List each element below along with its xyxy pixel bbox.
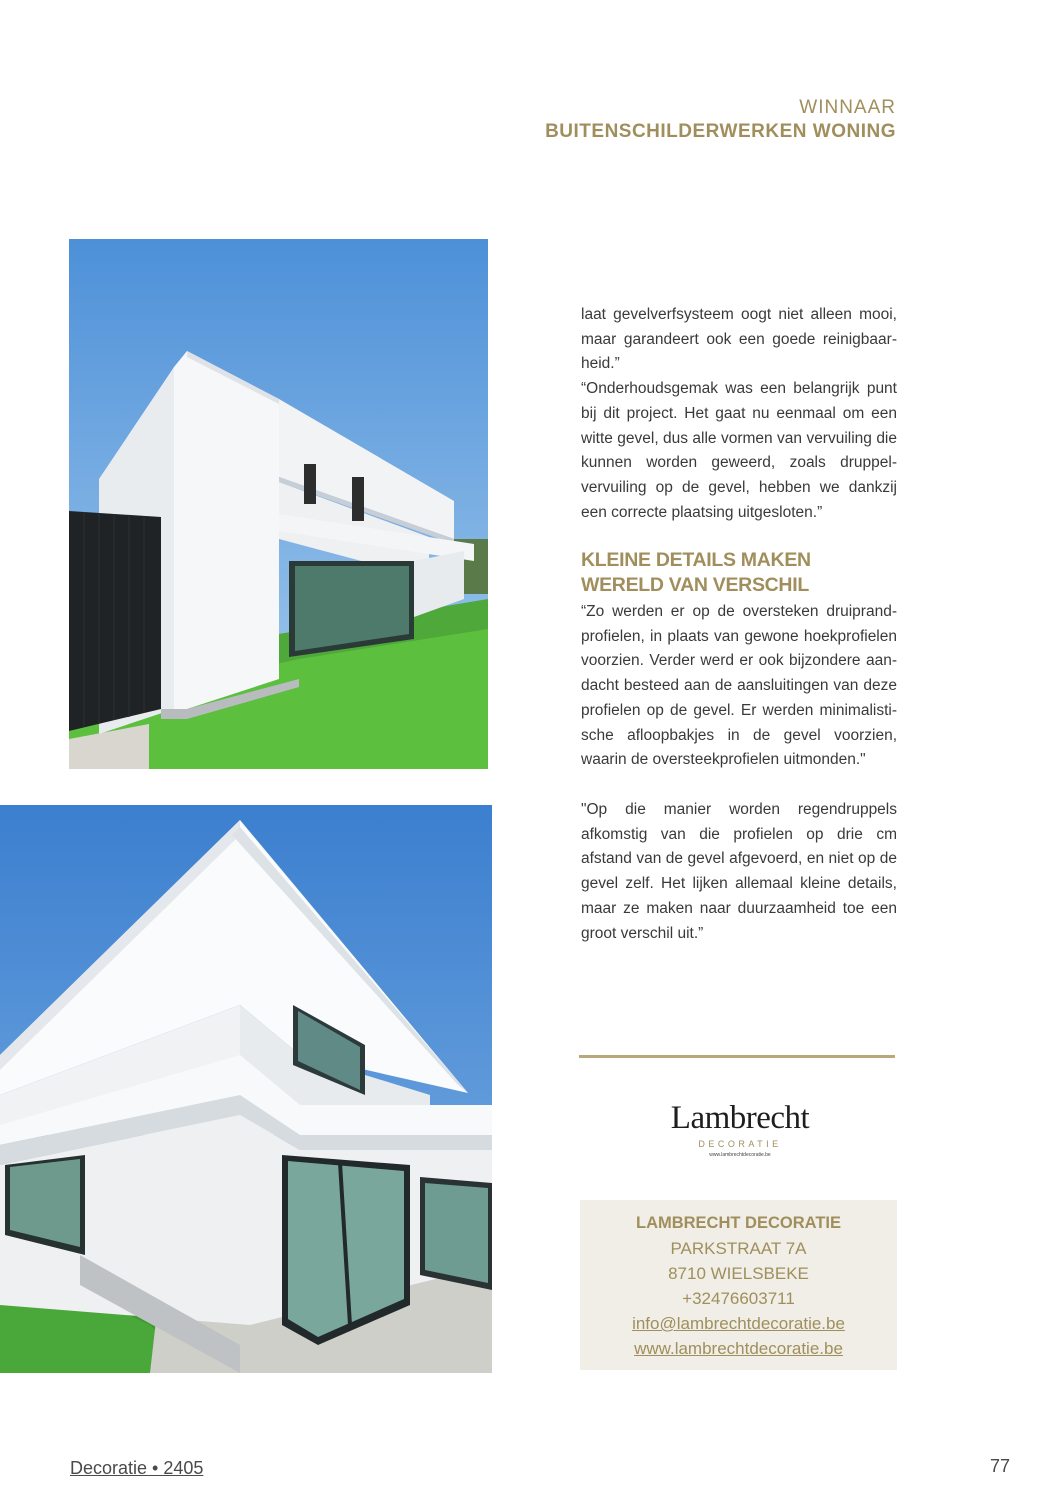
logo-name: Lambrecht: [670, 1100, 810, 1136]
article-section: [581, 600, 897, 773]
article-paragraph: “Zo werden er op de oversteken druiprand-profielen, in plaats van gewone hoekprofielen voorzien. Verder werd er ook bijzondere aan-dacht besteed aan de aansluitingen van deze profielen op de gevel. Er werden minimalisti-sche afloopbakjes in de gevel voorzien, waarin de oversteekprofielen uitmonden.": [581, 603, 897, 769]
page-number: 77: [990, 1456, 1011, 1476]
contact-city: 8710 WIELSBEKE: [668, 1264, 809, 1283]
contact-website-link[interactable]: www.lambrechtdecoratie.be: [634, 1339, 843, 1358]
article-paragraph: “Onderhoudsgemak was een belangrijk punt bij dit project. Het gaat nu eenmaal om een witte gevel, dus alle vormen van vervuiling die kunnen worden geweerd, zoals druppel-vervuiling op de gevel, hebben we dankzij een correcte plaatsing uitgesloten.”: [581, 380, 897, 521]
article-intro: [581, 303, 897, 525]
page-header: [545, 96, 896, 144]
contact-phone: +32476603711: [682, 1289, 795, 1308]
article-paragraph: laat gevelverfsysteem oogt niet alleen mooi, maar garandeert ook een goede reinigbaar-heid.”: [581, 306, 897, 373]
section-heading: KLEINE DETAILS MAKEN WERELD VAN VERSCHIL: [581, 549, 811, 596]
contact-company: LAMBRECHT DECORATIE: [635, 1214, 842, 1232]
contact-email-link[interactable]: info@lambrechtdecoratie.be: [632, 1314, 845, 1333]
article-paragraph: "Op die manier worden regendruppels afkomstig van die profielen op drie cm afstand van de gevel afgevoerd, en niet op de gevel zelf. Het lijken allemaal kleine details, maar ze maken naar duurzaamheid toe een groot verschil uit.”: [581, 801, 897, 942]
house-corner-photo: [0, 805, 492, 1373]
article-section: [581, 798, 897, 946]
house-facade-photo: [69, 239, 488, 769]
publication-link[interactable]: Decoratie • 2405: [70, 1458, 204, 1478]
logo-subtitle: DECORATIE: [698, 1139, 782, 1149]
header-kicker: WINNAAR: [799, 97, 896, 118]
contact-street: PARKSTRAAT 7A: [670, 1239, 807, 1258]
divider: [579, 1055, 895, 1058]
logo-url: www.lambrechtdecoratie.be: [709, 1152, 771, 1158]
contact-box: [580, 1200, 897, 1370]
header-title: BUITENSCHILDERWERKEN WONING: [545, 121, 896, 142]
company-logo: [650, 1098, 830, 1160]
